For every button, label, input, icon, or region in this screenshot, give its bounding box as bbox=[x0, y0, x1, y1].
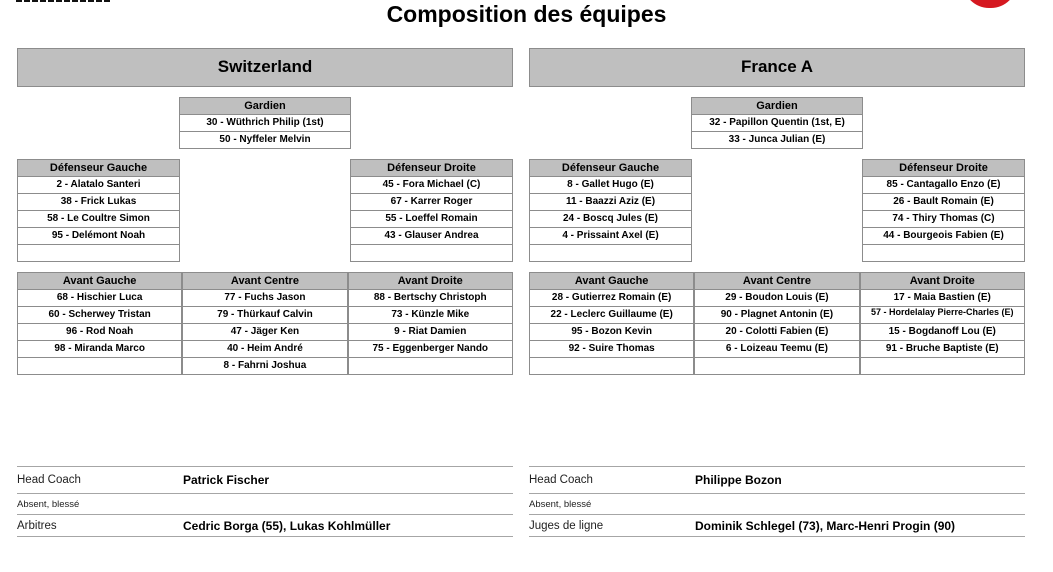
staff-value: Philippe Bozon bbox=[695, 473, 782, 487]
player-cell: 85 - Cantagallo Enzo (E) bbox=[862, 177, 1025, 194]
player-cell bbox=[529, 245, 692, 262]
defense-left-column bbox=[17, 159, 180, 262]
player-cell bbox=[860, 358, 1025, 375]
player-cell: 26 - Bault Romain (E) bbox=[862, 194, 1025, 211]
player-cell: 77 - Fuchs Jason bbox=[182, 290, 347, 307]
player-cell: 57 - Hordelalay Pierre-Charles (E) bbox=[860, 307, 1025, 324]
goalie-player: 50 - Nyffeler Melvin bbox=[179, 132, 351, 149]
forwards-section bbox=[529, 272, 1025, 375]
defense-section bbox=[529, 159, 1025, 262]
column-header: Défenseur Gauche bbox=[17, 159, 180, 177]
player-cell: 8 - Gallet Hugo (E) bbox=[529, 177, 692, 194]
player-cell: 24 - Boscq Jules (E) bbox=[529, 211, 692, 228]
player-cell: 40 - Heim André bbox=[182, 341, 347, 358]
forward-right-column bbox=[348, 272, 513, 375]
staff-value: Patrick Fischer bbox=[183, 473, 270, 487]
player-cell: 67 - Karrer Roger bbox=[350, 194, 513, 211]
staff-label: Absent, blessé bbox=[17, 498, 80, 510]
staff-label: Absent, blessé bbox=[529, 498, 592, 510]
staff-row-head-coach bbox=[17, 467, 513, 494]
player-cell bbox=[17, 358, 182, 375]
forwards-section bbox=[17, 272, 513, 375]
player-cell: 38 - Frick Lukas bbox=[17, 194, 180, 211]
player-cell: 92 - Suire Thomas bbox=[529, 341, 694, 358]
staff-label: Head Coach bbox=[17, 474, 81, 486]
goalie-player: 30 - Wüthrich Philip (1st) bbox=[179, 115, 351, 132]
column-header: Avant Gauche bbox=[17, 272, 182, 290]
team-name: Switzerland bbox=[17, 48, 513, 87]
staff-block-france-a bbox=[529, 466, 1025, 537]
column-header: Défenseur Droite bbox=[350, 159, 513, 177]
column-header: Avant Gauche bbox=[529, 272, 694, 290]
player-cell: 44 - Bourgeois Fabien (E) bbox=[862, 228, 1025, 245]
teams-container bbox=[17, 48, 1026, 375]
defense-section bbox=[17, 159, 513, 262]
player-cell: 74 - Thiry Thomas (C) bbox=[862, 211, 1025, 228]
player-cell: 96 - Rod Noah bbox=[17, 324, 182, 341]
player-cell bbox=[862, 245, 1025, 262]
player-cell: 60 - Scherwey Tristan bbox=[17, 307, 182, 324]
defense-right-column bbox=[350, 159, 513, 262]
player-cell: 29 - Boudon Louis (E) bbox=[694, 290, 859, 307]
goalie-section bbox=[17, 97, 513, 149]
team-block-france-a bbox=[529, 48, 1025, 375]
player-cell: 11 - Baazzi Aziz (E) bbox=[529, 194, 692, 211]
player-cell: 95 - Delémont Noah bbox=[17, 228, 180, 245]
team-block-switzerland bbox=[17, 48, 513, 375]
player-cell: 28 - Gutierrez Romain (E) bbox=[529, 290, 694, 307]
column-header: Avant Droite bbox=[860, 272, 1025, 290]
player-cell: 55 - Loeffel Romain bbox=[350, 211, 513, 228]
goalie-player: 32 - Papillon Quentin (1st, E) bbox=[691, 115, 863, 132]
staff-value: Cedric Borga (55), Lukas Kohlmüller bbox=[183, 518, 391, 533]
defense-gap bbox=[692, 159, 862, 262]
player-cell: 9 - Riat Damien bbox=[348, 324, 513, 341]
staff-value: Dominik Schlegel (73), Marc-Henri Progin (90) bbox=[695, 518, 956, 533]
player-cell: 45 - Fora Michael (C) bbox=[350, 177, 513, 194]
goalie-header: Gardien bbox=[179, 97, 351, 115]
player-cell: 75 - Eggenberger Nando bbox=[348, 341, 513, 358]
staff-container bbox=[17, 466, 1026, 537]
player-cell bbox=[348, 358, 513, 375]
player-cell: 2 - Alatalo Santeri bbox=[17, 177, 180, 194]
player-cell: 43 - Glauser Andrea bbox=[350, 228, 513, 245]
column-header: Défenseur Droite bbox=[862, 159, 1025, 177]
staff-label: Juges de ligne bbox=[529, 519, 604, 532]
column-header: Avant Droite bbox=[348, 272, 513, 290]
player-cell: 6 - Loizeau Teemu (E) bbox=[694, 341, 859, 358]
forward-center-column bbox=[694, 272, 859, 375]
staff-row-officials bbox=[17, 515, 513, 537]
page-title: Composition des équipes bbox=[386, 1, 667, 27]
player-cell: 47 - Jäger Ken bbox=[182, 324, 347, 341]
staff-block-switzerland bbox=[17, 466, 513, 537]
player-cell: 68 - Hischier Luca bbox=[17, 290, 182, 307]
goalie-player: 33 - Junca Julian (E) bbox=[691, 132, 863, 149]
staff-row-officials bbox=[529, 515, 1025, 537]
player-cell bbox=[17, 245, 180, 262]
player-cell bbox=[529, 358, 694, 375]
player-cell: 73 - Künzle Mike bbox=[348, 307, 513, 324]
column-header: Avant Centre bbox=[694, 272, 859, 290]
staff-row-absent bbox=[529, 494, 1025, 515]
goalie-section bbox=[529, 97, 1025, 149]
player-cell: 17 - Maia Bastien (E) bbox=[860, 290, 1025, 307]
player-cell: 79 - Thürkauf Calvin bbox=[182, 307, 347, 324]
defense-left-column bbox=[529, 159, 692, 262]
forward-left-column bbox=[529, 272, 694, 375]
player-cell: 22 - Leclerc Guillaume (E) bbox=[529, 307, 694, 324]
player-cell: 88 - Bertschy Christoph bbox=[348, 290, 513, 307]
player-cell bbox=[694, 358, 859, 375]
forward-left-column bbox=[17, 272, 182, 375]
goalie-header: Gardien bbox=[691, 97, 863, 115]
player-cell: 15 - Bogdanoff Lou (E) bbox=[860, 324, 1025, 341]
player-cell bbox=[350, 245, 513, 262]
player-cell: 95 - Bozon Kevin bbox=[529, 324, 694, 341]
defense-gap bbox=[180, 159, 350, 262]
forward-center-column bbox=[182, 272, 347, 375]
player-cell: 8 - Fahrni Joshua bbox=[182, 358, 347, 375]
player-cell: 98 - Miranda Marco bbox=[17, 341, 182, 358]
staff-label: Head Coach bbox=[529, 474, 593, 486]
player-cell: 91 - Bruche Baptiste (E) bbox=[860, 341, 1025, 358]
column-header: Défenseur Gauche bbox=[529, 159, 692, 177]
forward-right-column bbox=[860, 272, 1025, 375]
player-cell: 90 - Plagnet Antonin (E) bbox=[694, 307, 859, 324]
team-name: France A bbox=[529, 48, 1025, 87]
player-cell: 4 - Prissaint Axel (E) bbox=[529, 228, 692, 245]
column-header: Avant Centre bbox=[182, 272, 347, 290]
defense-right-column bbox=[862, 159, 1025, 262]
staff-row-absent bbox=[17, 494, 513, 515]
player-cell: 58 - Le Coultre Simon bbox=[17, 211, 180, 228]
player-cell: 20 - Colotti Fabien (E) bbox=[694, 324, 859, 341]
staff-label: Arbitres bbox=[17, 519, 57, 532]
staff-row-head-coach bbox=[529, 467, 1025, 494]
